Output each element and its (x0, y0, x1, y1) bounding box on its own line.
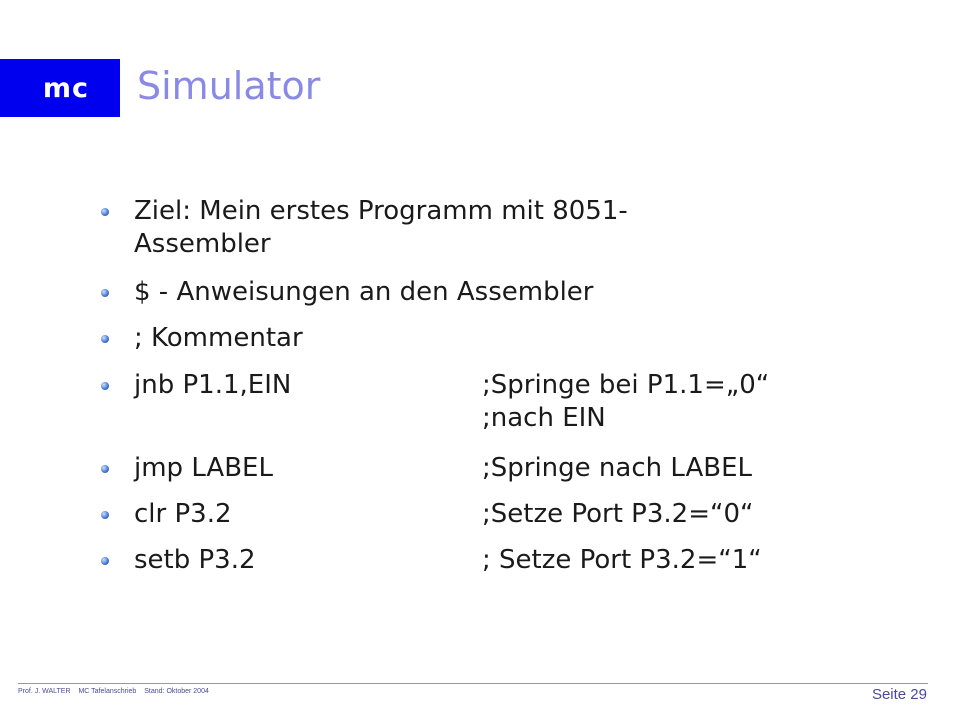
code-text: clr P3.2 (134, 499, 232, 529)
page-number: Seite 29 (871, 686, 927, 703)
code-text: jnb P1.1,EIN (134, 370, 292, 400)
logo-text: mc (42, 72, 90, 104)
bullet-icon (101, 382, 109, 390)
footer-author: Prof. J. WALTER (18, 688, 71, 695)
comment-text: ;nach EIN (482, 403, 606, 433)
comment-text: ;Springe bei P1.1=„0“ (482, 370, 770, 400)
footer-info (18, 688, 215, 695)
code-text: setb P3.2 (134, 545, 256, 575)
footer-date: Stand: Oktober 2004 (144, 688, 209, 695)
bullet-text: Ziel: Mein erstes Programm mit 8051- (134, 196, 628, 226)
bullet-icon (101, 465, 109, 473)
bullet-text: Assembler (134, 229, 271, 259)
bullet-text: $ - Anweisungen an den Assembler (134, 277, 594, 307)
bullet-icon (101, 208, 109, 216)
footer-divider (18, 683, 928, 684)
comment-text: ;Setze Port P3.2=“0“ (482, 499, 754, 529)
bullet-icon (101, 335, 109, 343)
footer-course: MC Tafelanschrieb (78, 688, 137, 695)
comment-text: ; Setze Port P3.2=“1“ (482, 545, 762, 575)
bullet-icon (101, 511, 109, 519)
slide-title: Simulator (137, 64, 321, 108)
code-text: jmp LABEL (134, 453, 273, 483)
logo-box (0, 59, 120, 117)
bullet-text: ; Kommentar (134, 323, 303, 353)
bullet-icon (101, 289, 109, 297)
comment-text: ;Springe nach LABEL (482, 453, 752, 483)
bullet-icon (101, 557, 109, 565)
